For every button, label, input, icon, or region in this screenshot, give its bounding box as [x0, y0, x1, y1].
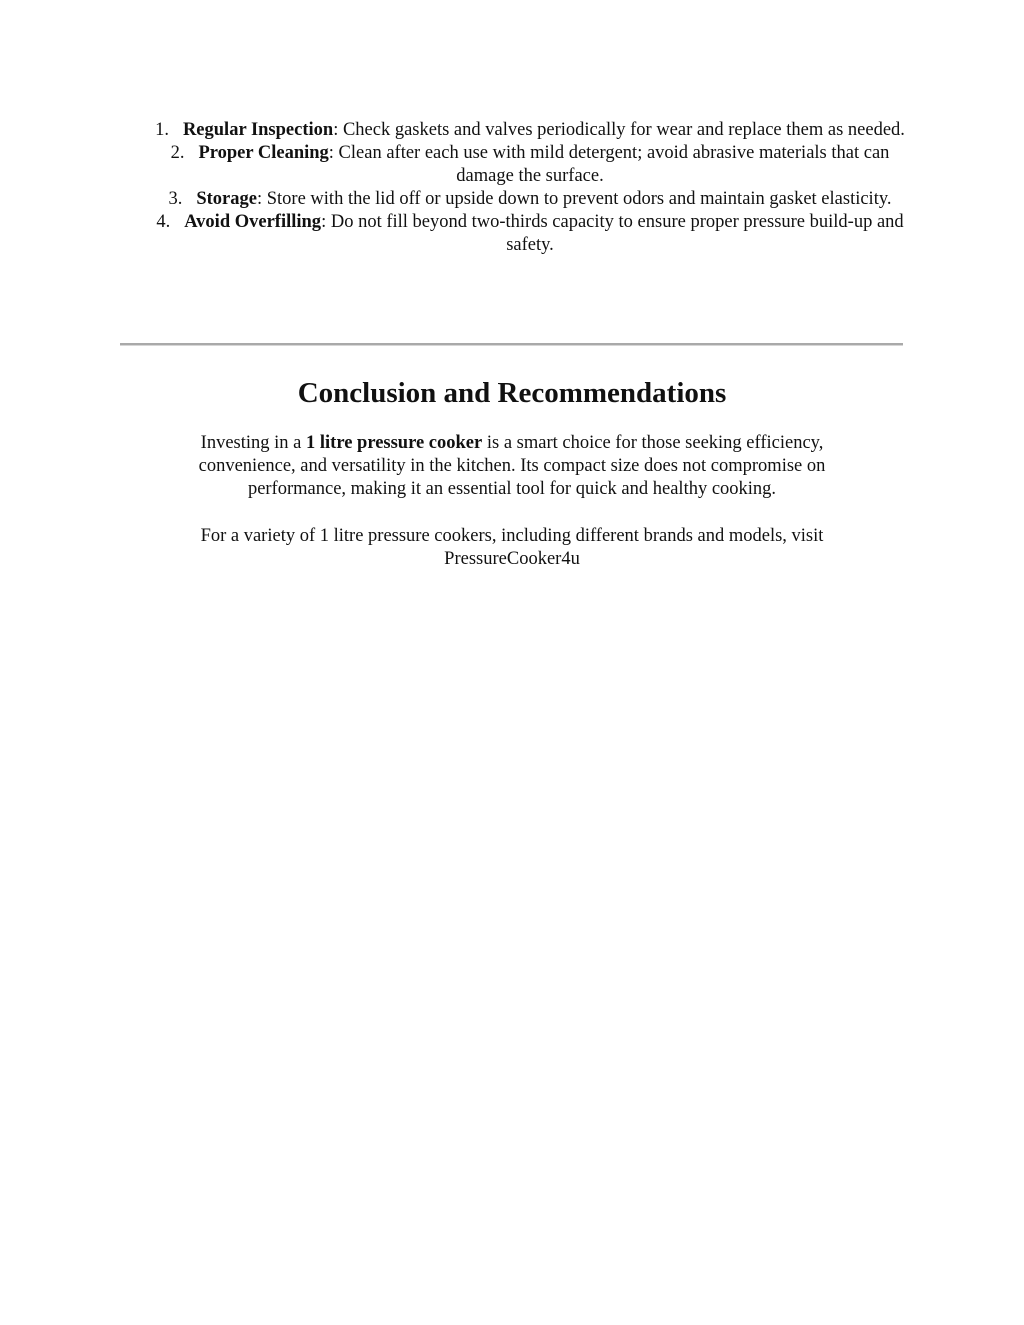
list-item-title: Avoid Overfilling — [184, 212, 322, 232]
maintenance-tips-list — [150, 119, 910, 257]
list-item-title: Regular Inspection — [182, 120, 334, 140]
list-item-number: 4. — [156, 212, 171, 232]
list-item-text: : Clean after each use with mild detergent; avoid abrasive materials that can damage the surface. — [328, 143, 890, 186]
list-item — [150, 188, 910, 211]
list-item-text: : Store with the lid off or upside down to prevent odors and maintain gasket elasticity. — [256, 189, 892, 209]
list-item-text: : Check gaskets and valves periodically for wear and replace them as needed. — [333, 120, 905, 140]
list-item — [150, 211, 910, 257]
list-item-number: 2. — [170, 143, 185, 163]
recommendation-paragraph: For a variety of 1 litre pressure cookers, including different brands and models, visit PressureCooker4u — [200, 526, 824, 569]
paragraph-text-after: is a smart choice for those seeking efficiency, convenience, and versatility in the kitchen. Its compact size does not compromise on performance, making it an essential tool for quick and healthy cooking. — [198, 433, 826, 499]
list-item-title: Storage — [196, 189, 257, 209]
list-item — [150, 142, 910, 188]
paragraph-text-before: Investing in a — [200, 433, 306, 453]
paragraph-bold-text: 1 litre pressure cooker — [306, 433, 483, 453]
list-item-number: 1. — [155, 120, 169, 140]
list-item — [150, 119, 910, 142]
conclusion-paragraph — [150, 432, 874, 501]
section-heading: Conclusion and Recommendations — [297, 377, 727, 409]
list-item-text: : Do not fill beyond two-thirds capacity to ensure proper pressure build-up and safety. — [321, 212, 904, 255]
list-item-number: 3. — [168, 189, 183, 209]
list-item-title: Proper Cleaning — [198, 143, 329, 163]
section-divider — [120, 343, 903, 346]
